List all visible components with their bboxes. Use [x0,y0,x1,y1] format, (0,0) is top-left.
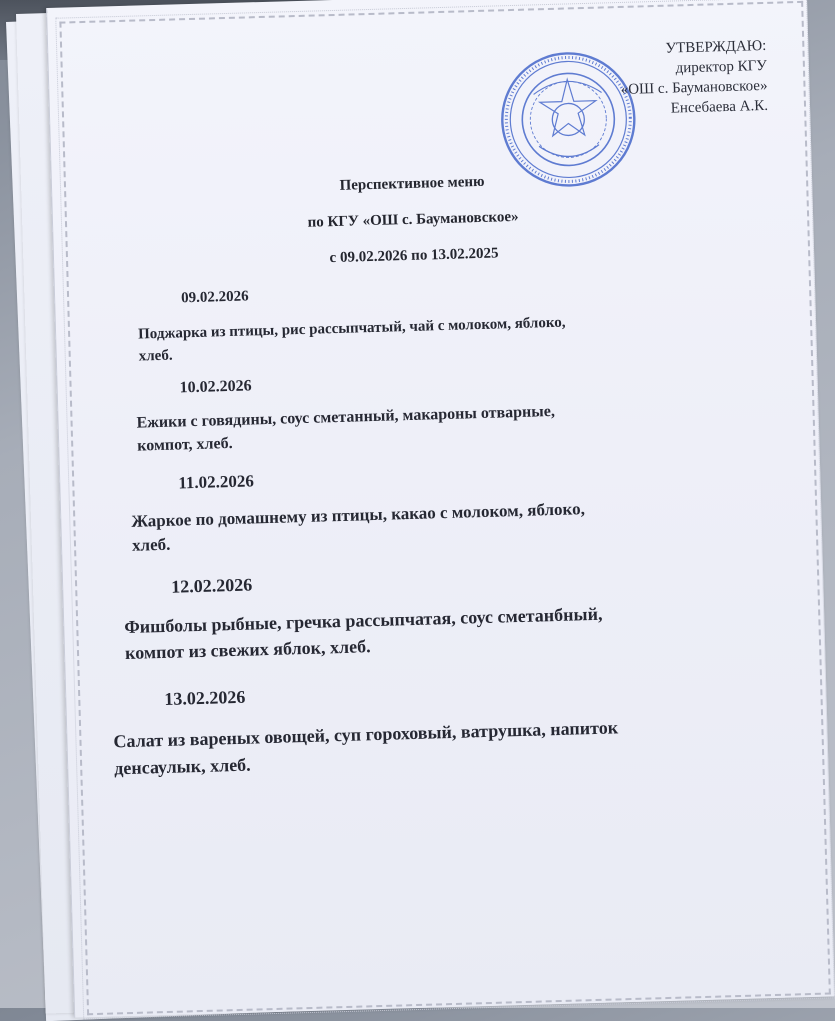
menu-day-date: 13.02.2026 [164,686,246,709]
menu-day-dishes-continued: хлеб. [138,347,173,365]
approval-position: директор КГУ [675,57,768,77]
approval-signatory: Енсебаева А.К. [670,97,769,117]
menu-day [135,366,555,458]
menu-day-dishes-continued: денсаулык, хлеб. [113,754,251,779]
menu-day-dishes: Фишболы рыбные, гречка рассыпчатая, соус сметанбный, [124,603,603,638]
menu-day-dishes: Салат из вареных овощей, суп гороховый, ватрушка, напиток [113,717,619,752]
menu-day-dishes: Ежики с говядины, соус сметанный, макароны отварные, [136,402,556,432]
menu-day-dishes-continued: компот, хлеб. [137,434,233,455]
approval-block [586,36,768,121]
document-period: с 09.02.2026 по 13.02.2025 [329,245,499,267]
approval-organization: «ОШ с. Баумановское» [620,77,768,98]
menu-day [123,561,604,666]
menu-day-dishes: Поджарка из птицы, рис рассыпчатый, чай с молоком, яблоко, [137,314,566,343]
menu-day-date: 10.02.2026 [179,377,252,397]
menu-day-date: 11.02.2026 [178,471,255,493]
menu-day-dishes-continued: компот из свежих яблок, хлеб. [124,636,371,664]
menu-day-date: 12.02.2026 [170,574,253,597]
menu-day [112,672,619,782]
menu-day-dishes-continued: хлеб. [131,534,171,555]
document-heading [252,161,575,278]
menu-day [130,459,586,558]
menu-document [46,0,835,1018]
menu-day-date: 09.02.2026 [180,288,249,307]
menu-day [137,276,567,368]
approval-heading: УТВЕРЖДАЮ: [665,37,767,57]
document-organization: по КГУ «ОШ с. Баумановское» [307,208,519,231]
menu-day-dishes: Жаркое по домашнему из птицы, какао с молоком, яблоко, [131,499,586,531]
document-title: Перспективное меню [339,173,485,194]
